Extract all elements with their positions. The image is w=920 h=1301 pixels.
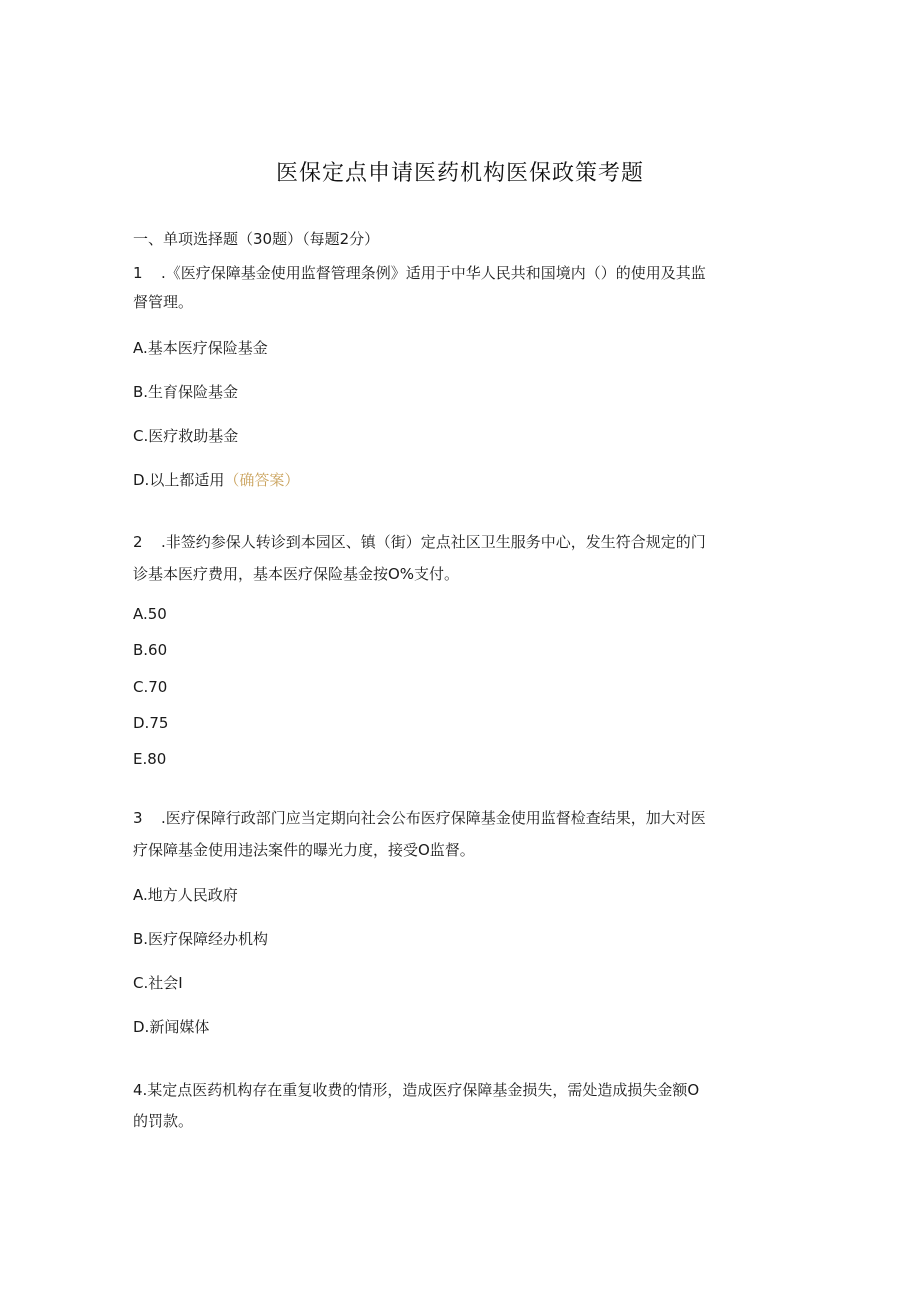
question-4-line-1: 4.某定点医药机构存在重复收费的情形，造成医疗保障基金损失，需处造成损失金额O — [133, 1081, 700, 1099]
question-2-option-c: C.70 — [133, 678, 168, 696]
question-1-option-b: B.生育保险基金 — [133, 383, 239, 401]
question-2-option-b: B.60 — [133, 641, 168, 659]
question-3-text: .医疗保障行政部门应当定期向社会公布医疗保障基金使用监督检查结果，加大对医 — [161, 809, 706, 827]
question-1-number: 1 — [133, 264, 143, 282]
question-3-line-2: 疗保障基金使用违法案件的曝光力度，接受O监督。 — [133, 841, 475, 859]
question-1-line-1 — [133, 262, 706, 283]
question-3-option-a: A.地方人民政府 — [133, 886, 238, 904]
section-heading: 一、单项选择题（30题）（每题2分） — [133, 230, 380, 248]
question-4-line-2: 的罚款。 — [133, 1112, 194, 1130]
question-2-option-d: D.75 — [133, 714, 169, 732]
question-3-line-1 — [133, 807, 706, 828]
question-1-option-d-text: D.以上都适用 — [133, 471, 225, 489]
question-1-option-d — [133, 469, 299, 490]
question-2-line-2: 诊基本医疗费用，基本医疗保险基金按O%支付。 — [133, 565, 460, 583]
question-3-option-c: C.社会I — [133, 974, 183, 992]
question-2-text: .非签约参保人转诊到本园区、镇（街）定点社区卫生服务中心，发生符合规定的门 — [161, 533, 706, 551]
question-1-text: .《医疗保障基金使用监督管理条例》适用于中华人民共和国境内（）的使用及其监 — [161, 264, 706, 282]
answer-hint: （确答案） — [224, 471, 300, 489]
page-title: 医保定点申请医药机构医保政策考题 — [275, 161, 644, 186]
question-1-line-2: 督管理。 — [133, 293, 194, 311]
question-1-option-c: C.医疗救助基金 — [133, 427, 239, 445]
question-2-line-1 — [133, 531, 706, 552]
question-2-option-a: A.50 — [133, 605, 167, 623]
question-3-option-b: B.医疗保障经办机构 — [133, 930, 269, 948]
question-2-number: 2 — [133, 533, 143, 551]
question-3-number: 3 — [133, 809, 143, 827]
question-3-option-d: D.新闻媒体 — [133, 1018, 210, 1036]
question-1-option-a: A.基本医疗保险基金 — [133, 339, 268, 357]
question-2-option-e: E.80 — [133, 750, 167, 768]
